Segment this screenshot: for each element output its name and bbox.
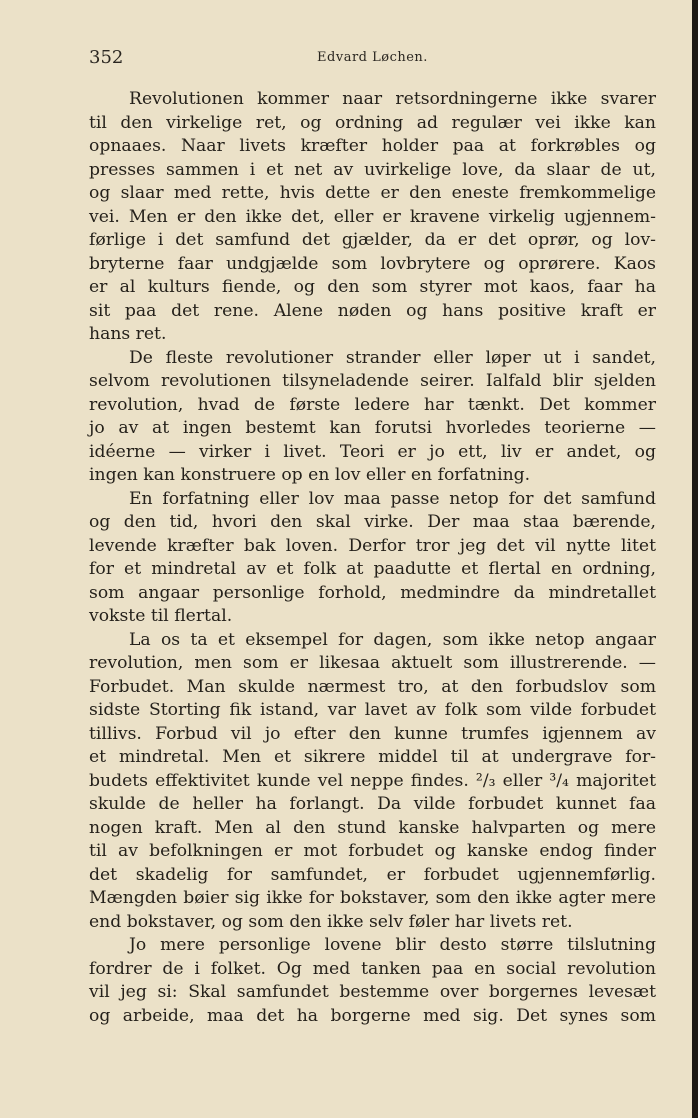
text-line: som angaar personlige forhold, medmindre da mindretallet xyxy=(89,582,656,603)
text-line: De fleste revolutioner strander eller løper ut i sandet, xyxy=(129,347,656,368)
text-line: nogen kraft. Men al den stund kanske halvparten og mere xyxy=(89,817,656,838)
text-line: et mindretal. Men et sikrere middel til at undergrave for- xyxy=(89,747,656,767)
text-line: Forbudet. Man skulde nærmest tro, at den forbudslov som xyxy=(89,676,656,697)
text-line: til den virkelige ret, og ordning ad regulær vei ikke kan xyxy=(89,112,656,133)
text-line: levende kræfter bak loven. Derfor tror jeg det vil nytte litet xyxy=(89,535,656,556)
text-line: vokste til flertal. xyxy=(89,606,233,626)
text-line: og den tid, hvori den skal virke. Der maa staa bærende, xyxy=(89,512,656,532)
text-line: sidste Storting fik istand, var lavet av folk som vilde forbudet xyxy=(89,700,656,720)
text-line: La os ta et eksempel for dagen, som ikke netop angaar xyxy=(129,629,656,650)
paragraph xyxy=(89,88,656,347)
text-line: sit paa det rene. Alene nøden og hans positive kraft er xyxy=(89,300,656,321)
body-text xyxy=(89,88,656,1028)
text-line: Mængden bøier sig ikke for bokstaver, som den ikke agter mere xyxy=(89,888,656,908)
text-line: vei. Men er den ikke det, eller er kravene virkelig ugjennem- xyxy=(89,206,656,227)
text-line: jo av at ingen bestemt kan forutsi hvorledes teorierne — xyxy=(89,418,656,438)
page-number: 352 xyxy=(89,47,124,68)
paragraph xyxy=(89,934,656,1028)
text-line: er al kulturs fiende, og den som styrer mot kaos, faar ha xyxy=(89,277,656,297)
text-line: og slaar med rette, hvis dette er den eneste fremkommelige xyxy=(89,183,656,203)
text-line: førlige i det samfund det gjælder, da er det oprør, og lov- xyxy=(89,230,656,250)
text-line: bryterne faar undgjælde som lovbrytere og oprørere. Kaos xyxy=(89,253,656,274)
text-line: og arbeide, maa det ha borgerne med sig. Det synes som xyxy=(89,1005,656,1026)
text-line: det skadelig for samfundet, er forbudet ugjennemførlig. xyxy=(89,864,656,885)
page-header xyxy=(89,47,656,71)
scan-edge xyxy=(692,0,698,1118)
text-line: for et mindretal av et folk at paadutte et flertal en ordning, xyxy=(89,559,656,579)
running-head: Edvard Løchen. xyxy=(317,50,428,65)
text-line: presses sammen i et net av uvirkelige love, da slaar de ut, xyxy=(89,159,656,180)
text-line: end bokstaver, og som den ikke selv føler har livets ret. xyxy=(89,911,573,932)
text-line: opnaaes. Naar livets kræfter holder paa at forkrøbles og xyxy=(89,136,656,156)
text-line: idéerne — virker i livet. Teori er jo ett, liv er andet, og xyxy=(89,441,656,462)
paragraph xyxy=(89,488,656,629)
text-line: hans ret. xyxy=(89,324,167,344)
text-line: til av befolkningen er mot forbudet og kanske endog finder xyxy=(89,841,656,861)
text-line: Revolutionen kommer naar retsordningerne ikke svarer xyxy=(129,89,656,109)
text-line: revolution, hvad de første ledere har tænkt. Det kommer xyxy=(89,394,656,415)
text-line: fordrer de i folket. Og med tanken paa en social revolution xyxy=(89,958,656,979)
text-line: Jo mere personlige lovene blir desto større tilslutning xyxy=(129,935,656,955)
text-line: budets effektivitet kunde vel neppe findes. ²/₃ eller ³/₄ majoritet xyxy=(89,770,656,791)
text-line: tillivs. Forbud vil jo efter den kunne trumfes igjennem av xyxy=(89,723,656,744)
text-line: selvom revolutionen tilsyneladende seirer. Ialfald blir sjelden xyxy=(89,371,656,391)
text-line: skulde de heller ha forlangt. Da vilde forbudet kunnet faa xyxy=(89,794,656,814)
text-line: revolution, men som er likesaa aktuelt som illustrerende. — xyxy=(89,653,656,673)
paragraph xyxy=(89,347,656,488)
text-line: ingen kan konstruere op en lov eller en forfatning. xyxy=(89,465,531,485)
paragraph xyxy=(89,629,656,935)
text-line: vil jeg si: Skal samfundet bestemme over borgernes levesæt xyxy=(89,982,656,1002)
text-line: En forfatning eller lov maa passe netop for det samfund xyxy=(129,488,656,509)
